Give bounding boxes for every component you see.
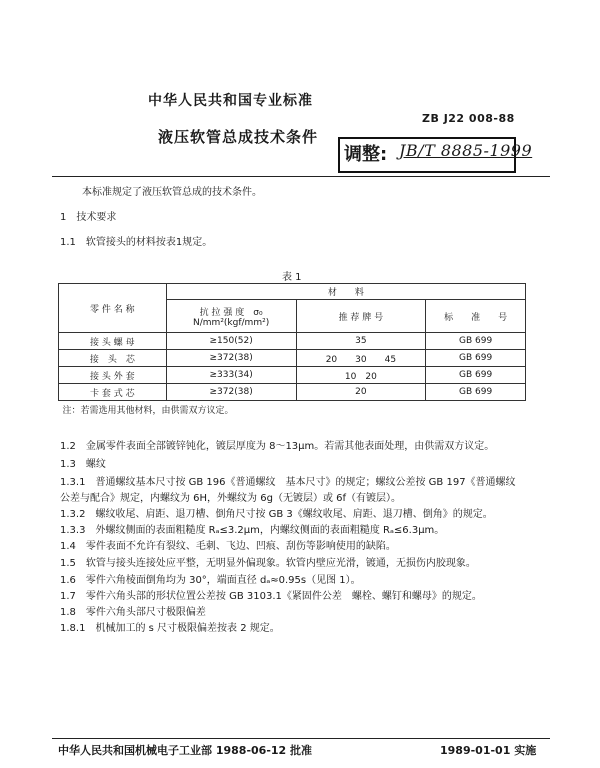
section-1-4: 1.4 零件表面不允许有裂纹、毛刺、飞边、凹痕、刮伤等影响使用的缺陷。: [60, 541, 396, 552]
cell-part: 卡 套 式 芯: [59, 384, 167, 401]
section-1-heading: 1 技术要求: [60, 212, 117, 223]
cell-grade: 10 20: [296, 367, 426, 384]
intro-paragraph: 本标准规定了液压软管总成的技术条件。: [82, 187, 262, 198]
col-tensile-strength: [166, 300, 296, 333]
section-1-2: 1.2 金属零件表面全部镀锌钝化，镀层厚度为 8～13μm。若需其他表面处理，由供需双方议定。: [60, 441, 495, 452]
stamp-label: 调整:: [344, 144, 388, 165]
table-row: [59, 350, 526, 367]
cell-standard: GB 699: [426, 367, 526, 384]
footer-rule: [52, 738, 550, 739]
cell-strength: ≥333(34): [166, 367, 296, 384]
cell-grade: 20: [296, 384, 426, 401]
section-1-6: 1.6 零件六角棱面倒角均为 30°，端面直径 dₐ≈0.95s（见图 1）。: [60, 575, 361, 586]
stamp-handwritten-number: JB/T 8885-1999: [399, 141, 533, 160]
section-1-8-1: 1.8.1 机械加工的 s 尺寸极限偏差按表 2 规定。: [60, 623, 280, 634]
cell-grade: 35: [296, 333, 426, 350]
cell-part: 接 头 芯: [59, 350, 167, 367]
table-row: [59, 384, 526, 401]
col-strength-unit: N/mm²(kgf/mm²): [193, 317, 270, 328]
cell-strength: ≥150(52): [166, 333, 296, 350]
cell-strength: ≥372(38): [166, 384, 296, 401]
section-1-7: 1.7 零件六角头部的形状位置公差按 GB 3103.1《紧固件公差 螺栓、螺钉和螺母》的规定。: [60, 591, 482, 602]
col-part-name: 零 件 名 称: [59, 284, 167, 333]
section-1-3: 1.3 螺纹: [60, 459, 106, 470]
cell-part: 接 头 外 套: [59, 367, 167, 384]
table-row: [59, 367, 526, 384]
cell-part: 接 头 螺 母: [59, 333, 167, 350]
cell-standard: GB 699: [426, 333, 526, 350]
table-row: [59, 333, 526, 350]
section-1-8: 1.8 零件六角头部尺寸极限偏差: [60, 607, 206, 618]
section-1-3-1-line2: 公差与配合》规定，内螺纹为 6H，外螺纹为 6g（无镀层）或 6f（有镀层）。: [60, 493, 402, 504]
issuing-authority: 中华人民共和国专业标准: [148, 93, 313, 109]
approval-line: 中华人民共和国机械电子工业部 1988-06-12 批准: [58, 744, 313, 757]
cell-standard: GB 699: [426, 350, 526, 367]
section-1-3-3: 1.3.3 外螺纹侧面的表面粗糙度 Rₐ≤3.2μm，内螺纹侧面的表面粗糙度 Rₐ≤6.3μm。: [60, 525, 445, 536]
section-1-3-2: 1.3.2 螺纹收尾、肩距、退刀槽、倒角尺寸按 GB 3《螺纹收尾、肩距、退刀槽、倒角》的规定。: [60, 509, 493, 520]
cell-grade: 20 30 45: [296, 350, 426, 367]
table-caption: 表 1: [282, 272, 302, 283]
table-note: 注：若需选用其他材料，由供需双方议定。: [59, 401, 526, 418]
document-title: 液压软管总成技术条件: [158, 128, 319, 146]
standard-number: ZB J22 008-88: [422, 112, 515, 125]
col-strength-label: 抗 拉 强 度 σ₀: [199, 307, 263, 318]
section-1-1: 1.1 软管接头的材料按表1规定。: [60, 237, 213, 248]
section-1-5: 1.5 软管与接头连接处应平整，无明显外偏现象。软管内壁应光滑，镀通，无损伤内胶现象。: [60, 558, 476, 569]
effective-date: 1989-01-01 实施: [440, 744, 537, 757]
header-rule: [52, 176, 550, 177]
col-grade: 推 荐 牌 号: [296, 300, 426, 333]
col-material: 材 料: [166, 284, 525, 300]
cell-strength: ≥372(38): [166, 350, 296, 367]
col-standard: 标 准 号: [426, 300, 526, 333]
section-1-3-1-line1: 1.3.1 普通螺纹基本尺寸按 GB 196《普通螺纹 基本尺寸》的规定；螺纹公差按 GB 197《普通螺纹: [60, 477, 516, 488]
materials-table: [58, 283, 526, 417]
cell-standard: GB 699: [426, 384, 526, 401]
